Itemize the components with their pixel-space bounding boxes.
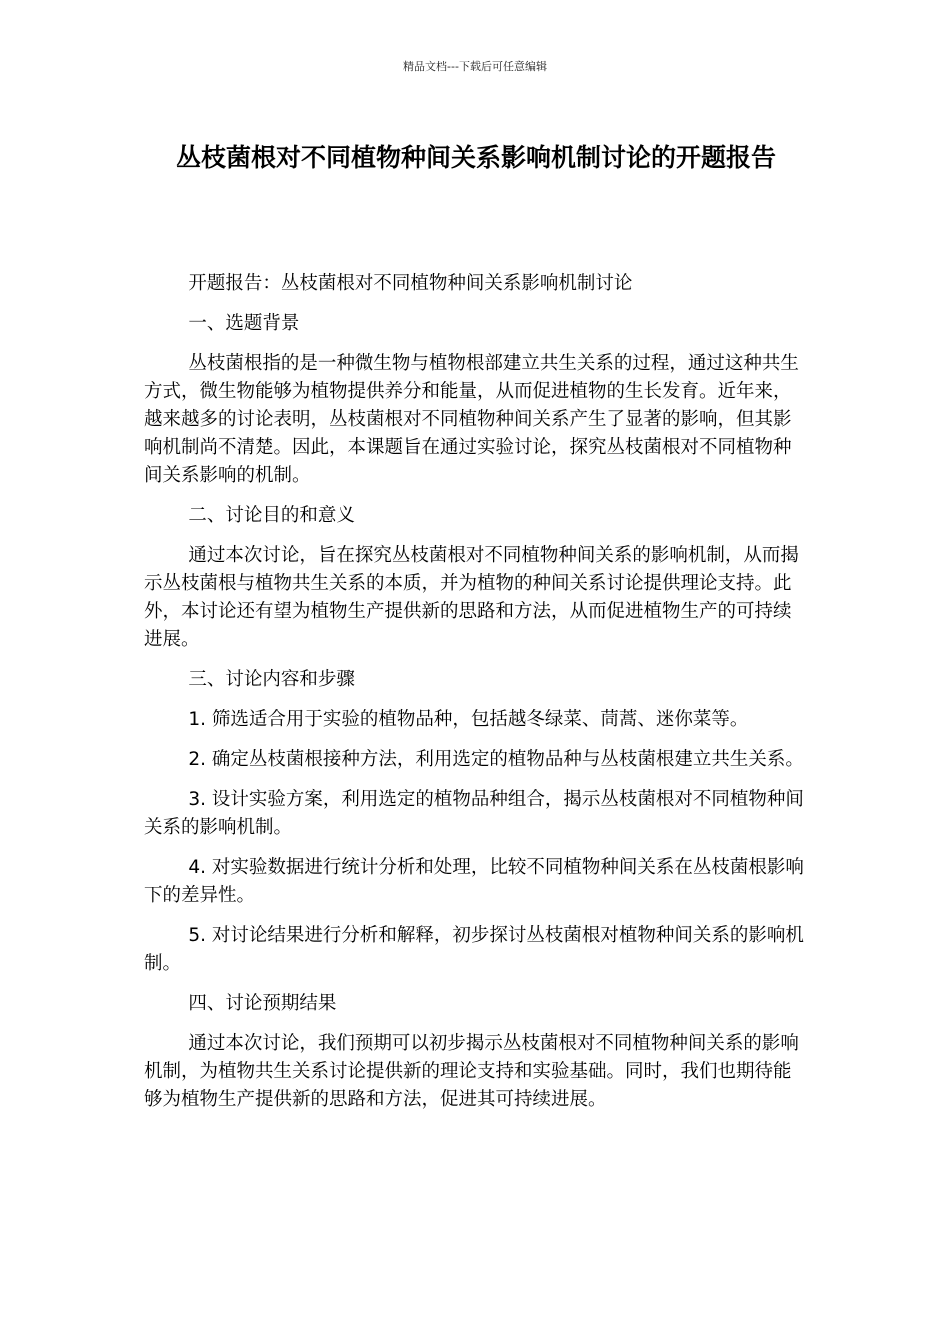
list-item: 5. 对讨论结果进行分析和解释，初步探讨丛枝菌根对植物种间关系的影响机制。 [144,925,804,974]
list-item: 1. 筛选适合用于实验的植物品种，包括越冬绿菜、茼蒿、迷你菜等。 [188,709,749,730]
paragraph: 通过本次讨论，我们预期可以初步揭示丛枝菌根对不同植物种间关系的影响机制，为植物共生关系讨论提供新的理论支持和实验基础。同时，我们也期待能够为植物生产提供新的思路和方法，促进其可持续进展。 [144,1033,799,1110]
document-title: 丛枝菌根对不同植物种间关系影响机制讨论的开题报告 [175,143,776,172]
document-body [144,270,806,1126]
list-item: 4. 对实验数据进行统计分析和处理，比较不同植物种间关系在丛枝菌根影响下的差异性。 [144,857,804,906]
paragraph: 通过本次讨论，旨在探究丛枝菌根对不同植物种间关系的影响机制，从而揭示丛枝菌根与植物共生关系的本质，并为植物的种间关系讨论提供理论支持。此外，本讨论还有望为植物生产提供新的思路和方法，从而促进植物生产的可持续进展。 [144,545,799,650]
header-note: 精品文档---下载后可任意编辑 [403,60,547,73]
paragraph: 丛枝菌根指的是一种微生物与植物根部建立共生关系的过程，通过这种共生方式，微生物能够为植物提供养分和能量，从而促进植物的生长发育。近年来，越来越多的讨论表明，丛枝菌根对不同植物种间关系产生了显著的影响，但其影响机制尚不清楚。因此，本课题旨在通过实验讨论，探究丛枝菌根对不同植物种间关系影响的机制。 [144,353,799,486]
intro-paragraph: 开题报告：丛枝菌根对不同植物种间关系影响机制讨论 [188,273,633,294]
section-heading-content-steps: 三、讨论内容和步骤 [188,669,355,690]
section-heading-purpose: 二、讨论目的和意义 [188,505,355,526]
list-item: 3. 设计实验方案，利用选定的植物品种组合，揭示丛枝菌根对不同植物种间关系的影响机制。 [144,789,804,838]
section-heading-expected-results: 四、讨论预期结果 [188,993,337,1014]
list-item: 2. 确定丛枝菌根接种方法，利用选定的植物品种与丛枝菌根建立共生关系。 [188,749,804,770]
section-heading-background: 一、选题背景 [188,313,300,334]
